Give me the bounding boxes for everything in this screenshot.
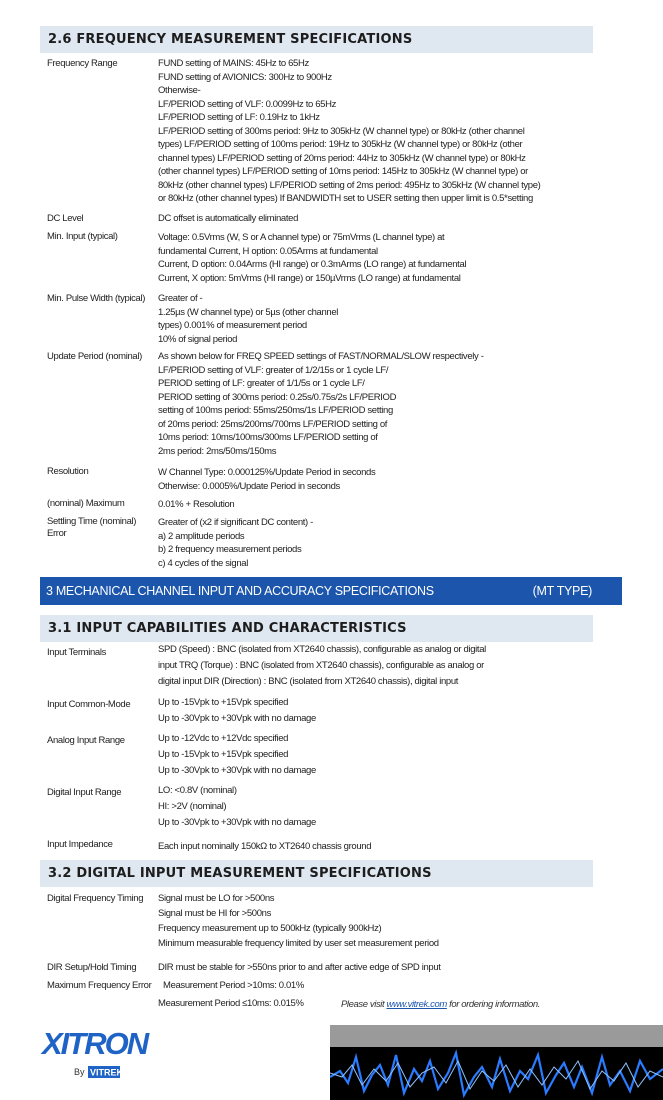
label-min-pulse-width: Min. Pulse Width (typical) bbox=[47, 293, 146, 304]
value-mfe-line-2: Measurement Period ≤10ms: 0.015% bbox=[158, 998, 304, 1009]
section-3-banner bbox=[40, 577, 622, 605]
value-min-input: Voltage: 0.5Vrms (W, S or A channel type) or 75mVrms (L channel type) at fundamental Current, H option: 0.05Arms at fundamental Current, D option: 0.04Arms (HI range) or 0.3mArms (LO range) at fundamental Current, X option: 5mVrms (HI range) or 150µVrms (LO range) at fundamental bbox=[158, 232, 467, 284]
footer-grey-bar bbox=[330, 1025, 663, 1047]
value-input-common-mode: Up to -15Vpk to +15Vpk specified Up to -30Vpk to +30Vpk with no damage bbox=[158, 697, 316, 724]
label-update-period: Update Period (nominal) bbox=[47, 351, 142, 362]
value-nominal-maximum: 0.01% + Resolution bbox=[158, 499, 235, 510]
value-dc-level: DC offset is automatically eliminated bbox=[158, 213, 298, 224]
section-2-6-title: 2.6 FREQUENCY MEASUREMENT SPECIFICATIONS bbox=[48, 32, 413, 47]
section-3-1-title: 3.1 INPUT CAPABILITIES AND CHARACTERISTICS bbox=[48, 621, 407, 636]
waveform-icon bbox=[330, 1047, 663, 1100]
label-dir-setup-hold: DIR Setup/Hold Timing bbox=[47, 962, 137, 973]
section-3-type: (MT TYPE) bbox=[532, 584, 592, 598]
xitron-logo bbox=[40, 1020, 180, 1084]
section-3-title: 3 MECHANICAL CHANNEL INPUT AND ACCURACY SPECIFICATIONS bbox=[46, 584, 434, 598]
value-mfe-line-1: Measurement Period >10ms: 0.01% bbox=[163, 980, 304, 991]
label-min-input: Min. Input (typical) bbox=[47, 231, 118, 242]
label-frequency-range: Frequency Range bbox=[47, 58, 118, 69]
value-input-impedance: Each input nominally 150kΩ to XT2640 chassis ground bbox=[158, 841, 372, 852]
section-2-6-header bbox=[40, 26, 593, 53]
vitrek-website-link[interactable]: www.vitrek.com bbox=[386, 999, 447, 1010]
label-digital-frequency-timing: Digital Frequency Timing bbox=[47, 893, 144, 904]
ordering-note: Please visit www.vitrek.com for ordering information. bbox=[341, 999, 540, 1010]
value-update-period: As shown below for FREQ SPEED settings of FAST/NORMAL/SLOW respectively - LF/PERIOD setting of VLF: greater of 1/2/15s or 1 cycle LF/ PERIOD setting of LF: greater of 1/1/5s or 1 cycle LF/ PERIOD setting of 300ms period: 0.25s/0.75s/2s LF/PERIOD setting of 100ms period: 55ms/250ms/1s LF/PERIOD setting of 20ms period: 25ms/200ms/700ms LF/PERIOD setting of 10ms period: 10ms/100ms/300ms LF/PERIOD setting of 2ms period: 2ms/50ms/150ms bbox=[158, 351, 484, 457]
value-settling-time: Greater of (x2 if significant DC content) - a) 2 amplitude periods b) 2 frequency measurement periods c) 4 cycles of the signal bbox=[158, 517, 313, 569]
waveform-graphic bbox=[330, 1047, 663, 1100]
value-frequency-range: FUND setting of MAINS: 45Hz to 65Hz FUND setting of AVIONICS: 300Hz to 900Hz Otherwise- LF/PERIOD setting of VLF: 0.0099Hz to 65Hz LF/PERIOD setting of LF: 0.19Hz to 1kHz LF/PERIOD setting of 300ms period: 9Hz to 305kHz (W channel type) or 80kHz (other channel types) LF/PERIOD setting of 100ms period: 19Hz to 305kHz (W channel type) or 80kHz (other channel types) LF/PERIOD setting of 20ms period: 44Hz to 305kHz (W channel type) or 80kHz (other channel types) LF/PERIOD setting of 10ms period: 145Hz to 305kHz (W channel type) or 80kHz (other channel types) LF/PERIOD setting of 2ms period: 495Hz to 305kHz (W channel type) or 80kHz (other channel types) If BANDWIDTH set to USER setting then upper limit is 0.5*setting bbox=[158, 58, 541, 204]
value-digital-frequency-timing: Signal must be LO for >500ns Signal must be HI for >500ns Frequency measurement up to 500kHz (typically 900kHz) Minimum measurable frequency limited by user set measurement period bbox=[158, 893, 439, 949]
value-input-terminals: SPD (Speed) : BNC (isolated from XT2640 chassis), configurable as analog or digital input TRQ (Torque) : BNC (isolated from XT2640 chassis), configurable as analog or digital input DIR (Direction) : BNC (isolated from XT2640 chassis), digital input bbox=[158, 644, 486, 687]
section-3-1-header bbox=[40, 615, 593, 642]
value-digital-input-range: LO: <0.8V (nominal) HI: >2V (nominal) Up to -30Vpk to +30Vpk with no damage bbox=[158, 785, 316, 828]
label-settling-time: Settling Time (nominal) Error bbox=[47, 516, 137, 539]
label-analog-input-range: Analog Input Range bbox=[47, 735, 125, 746]
value-resolution: W Channel Type: 0.000125%/Update Period in seconds Otherwise: 0.0005%/Update Period in seconds bbox=[158, 467, 376, 492]
label-input-common-mode: Input Common-Mode bbox=[47, 699, 131, 710]
section-3-2-title: 3.2 DIGITAL INPUT MEASUREMENT SPECIFICATIONS bbox=[48, 866, 432, 881]
label-maximum-frequency-error: Maximum Frequency Error bbox=[47, 980, 152, 991]
label-nominal-maximum: (nominal) Maximum bbox=[47, 498, 125, 509]
label-dc-level: DC Level bbox=[47, 213, 84, 224]
label-digital-input-range: Digital Input Range bbox=[47, 787, 122, 798]
logo-vitrek: VITREK bbox=[90, 1067, 124, 1078]
label-input-impedance: Input Impedance bbox=[47, 839, 113, 850]
label-resolution: Resolution bbox=[47, 466, 89, 477]
label-input-terminals: Input Terminals bbox=[47, 647, 106, 658]
value-min-pulse-width: Greater of - 1.25µs (W channel type) or 5µs (other channel types) 0.001% of measurement period 10% of signal period bbox=[158, 293, 339, 345]
xitron-logo-graphic bbox=[40, 1020, 180, 1084]
value-analog-input-range: Up to -12Vdc to +12Vdc specified Up to -15Vpk to +15Vpk specified Up to -30Vpk to +30Vpk with no damage bbox=[158, 733, 316, 776]
section-3-2-header bbox=[40, 860, 593, 887]
value-dir-setup-hold: DIR must be stable for >550ns prior to and after active edge of SPD input bbox=[158, 962, 441, 973]
logo-by: By bbox=[74, 1067, 85, 1077]
logo-wordmark: XITRON bbox=[42, 1026, 148, 1061]
